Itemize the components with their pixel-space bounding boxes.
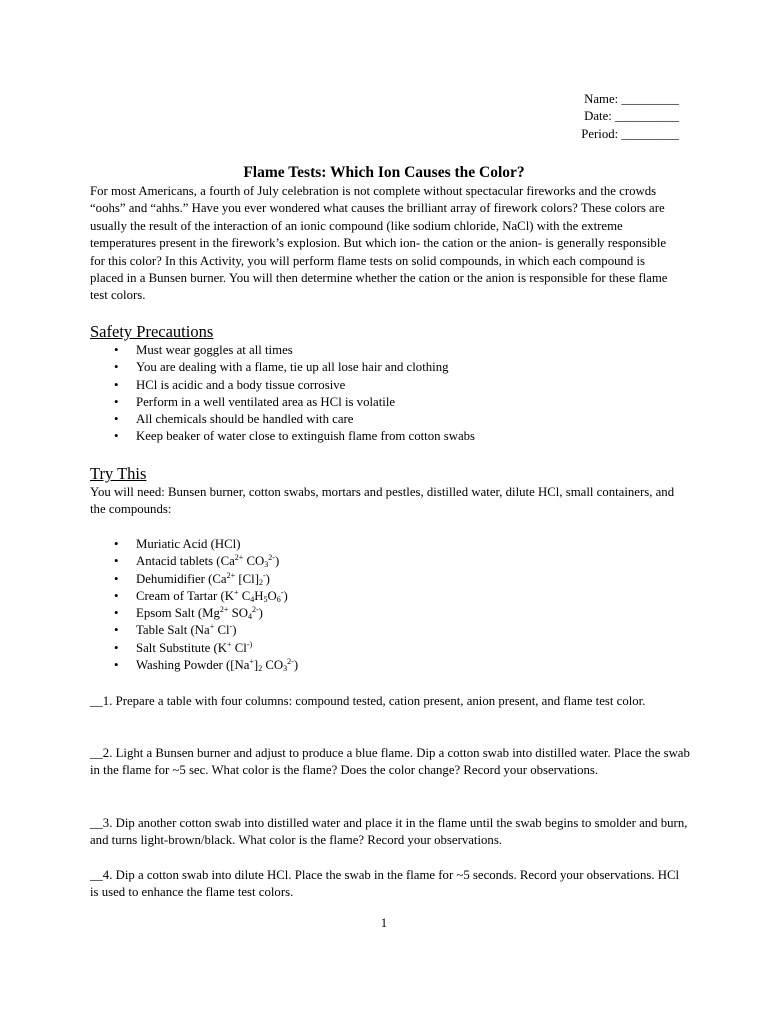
list-item: • Perform in a well ventilated area as HCl is volatile <box>90 394 680 411</box>
list-item: • Salt Substitute (K+ Cl-) <box>90 640 680 657</box>
try-this-heading: Try This <box>90 464 147 483</box>
page-number: 1 <box>380 916 388 930</box>
step-2: __2. Light a Bunsen burner and adjust to produce a blue flame. Dip a cotton swab into distilled water. Place the swab in the flame for ~5 sec. What color is the flame? Does the color change? Record your observations. <box>90 746 690 778</box>
name-field: Name: _________ <box>584 92 679 106</box>
compound-list <box>90 536 680 674</box>
list-item: • Muriatic Acid (HCl) <box>90 536 680 553</box>
safety-heading: Safety Precautions <box>90 322 214 341</box>
list-item: • Antacid tablets ($Ca^{2+}$ $CO_3^{2-}$) <box>90 553 680 570</box>
step-1: __1. Prepare a table with four columns: compound tested, cation present, anion present, and flame test color. <box>90 694 646 708</box>
page-title: Flame Tests: Which Ion Causes the Color? <box>243 164 525 181</box>
safety-list <box>90 342 680 446</box>
materials-paragraph: You will need: Bunsen burner, cotton swabs, mortars and pestles, distilled water, dilute HCl, small containers, and the compounds: <box>90 485 675 517</box>
list-item: • Keep beaker of water close to extinguish flame from cotton swabs <box>90 428 680 445</box>
list-item: • Cream of Tartar (K+ $C_4H_5O_6^-$) <box>90 588 680 605</box>
list-item: • Epsom Salt ($Mg^{2+}$ $SO_4^{2-}$) <box>90 605 680 622</box>
list-item: • Washing Powder ($[Na^+]_2$ $CO_3^{2-}$) <box>90 657 680 674</box>
date-field: Date: __________ <box>584 109 679 124</box>
list-item: • HCl is acidic and a body tissue corrosive <box>90 377 680 394</box>
list-item: • You are dealing with a flame, tie up all lose hair and clothing <box>90 359 680 376</box>
student-info-block <box>581 91 679 143</box>
step-4: __4. Dip a cotton swab into dilute HCl. Place the swab in the flame for ~5 seconds. Record your observations. HCl is used to enhance the flame test colors. <box>90 868 680 900</box>
list-item: • Must wear goggles at all times <box>90 342 680 359</box>
period-field: Period: _________ <box>581 126 679 141</box>
intro-paragraph: For most Americans, a fourth of July celebration is not complete without spectacular fireworks and the crowds “oohs” and “ahhs.” Have you ever wondered what causes the brilliant array of firework colors? These colors are usually the result of the interaction of an ionic compound (like sodium chloride, NaCl) with the extreme temperatures present in the firework’s explosion. But which ion- the cation or the anion- is generally responsible for this color? In this Activity, you will perform flame tests on solid compounds, in which each compound is placed in a Bunsen burner. You will then determine whether the cation or the anion is responsible for these flame test colors. <box>90 184 668 303</box>
list-item: • Table Salt (Na+ Cl-) <box>90 622 680 639</box>
list-item: • Dehumidifier ($Ca^{2+}$ $[Cl]_2^-$) <box>90 571 680 588</box>
step-3: __3. Dip another cotton swab into distilled water and place it in the flame until the swab begins to smolder and burn, and turns light-brown/black. What color is the flame? Record your observations. <box>90 816 688 848</box>
list-item: • All chemicals should be handled with care <box>90 411 680 428</box>
